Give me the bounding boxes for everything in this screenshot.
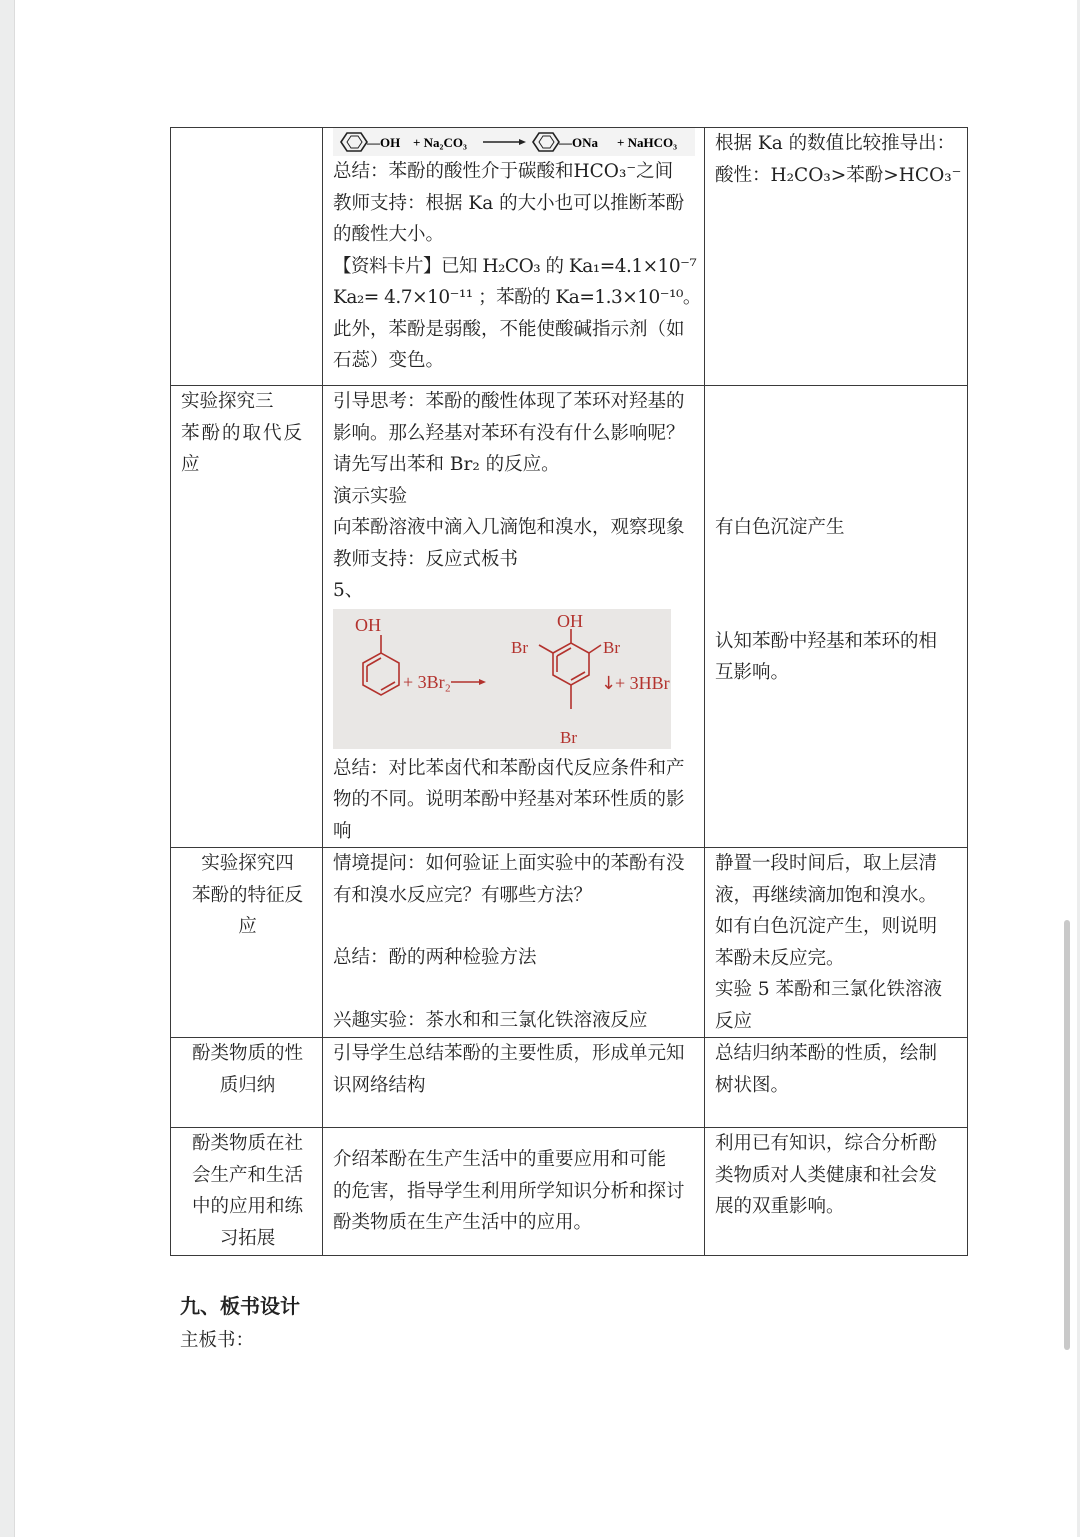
stage-label: 习拓展 <box>219 1227 276 1249</box>
phenol-sodium-carbonate-equation <box>333 128 695 156</box>
table-row <box>171 386 968 848</box>
eq2-br-bottom: Br <box>560 727 577 747</box>
text-line: 的酸性大小。 <box>333 224 445 245</box>
phenol-bromination-equation <box>333 609 671 749</box>
lesson-plan-table <box>170 127 968 1256</box>
stage-label: 应 <box>181 454 200 475</box>
eq1-reagent: + Na₂CO₃ <box>413 135 467 150</box>
stage-cell <box>171 386 323 848</box>
eq2-byproduct: + 3HBr <box>615 672 670 693</box>
text-line: 引导思考：苯酚的酸性体现了苯环对羟基的 <box>333 391 685 412</box>
text-line: 苯酚未反应完。 <box>715 947 845 969</box>
text-line: 识网络结构 <box>333 1074 426 1096</box>
eq2-br-right: Br <box>603 637 620 657</box>
eq2-br-left: Br <box>511 637 528 657</box>
text-line: 石蕊）变色。 <box>333 350 445 371</box>
vertical-scrollbar[interactable] <box>1064 920 1070 1350</box>
student-activity-cell <box>705 1128 968 1256</box>
table-row <box>171 1038 968 1128</box>
text-line: 根据 Ka 的数值比较推导出： <box>715 133 956 154</box>
stage-label: 应 <box>238 916 257 937</box>
text-line: 【资料卡片】已知 H₂CO₃ 的 Ka₁=4.1×10⁻⁷ <box>333 255 697 277</box>
stage-label: 苯酚的特征反 <box>191 884 303 906</box>
text-line: 影响。那么羟基对苯环有没有什么影响呢？ <box>333 422 685 444</box>
stage-label: 酚类物质的性 <box>191 1043 303 1064</box>
table-row <box>171 848 968 1038</box>
text-line: 有白色沉淀产生 <box>715 517 845 538</box>
text-line: 情境提问：如何验证上面实验中的苯酚有没 <box>333 853 685 874</box>
text-line: 物的不同。说明苯酚中羟基对苯环性质的影 <box>333 789 685 810</box>
text-line: 展的双重影响。 <box>715 1196 845 1217</box>
text-line: 反应 <box>715 1010 753 1032</box>
section-subheading: 主板书： <box>180 1330 255 1351</box>
stage-cell <box>171 848 323 1038</box>
teacher-activity-cell <box>323 128 705 386</box>
text-line: 如有白色沉淀产生，则说明 <box>715 916 938 937</box>
teacher-activity-cell <box>323 848 705 1038</box>
student-activity-cell <box>705 386 968 848</box>
teacher-activity-cell <box>323 1128 705 1256</box>
stage-label: 苯酚的取代反 <box>181 422 305 444</box>
table-row <box>171 1128 968 1256</box>
text-line: 引导学生总结苯酚的主要性质，形成单元知 <box>333 1043 685 1064</box>
text-line: 响 <box>333 820 352 842</box>
student-activity-cell <box>705 1038 968 1128</box>
text-line: 互影响。 <box>715 662 790 683</box>
section-heading: 九、板书设计 <box>180 1294 300 1318</box>
text-line: 的危害，指导学生利用所学知识分析和探讨 <box>333 1180 685 1202</box>
text-line: 请先写出苯和 Br₂ 的反应。 <box>333 454 560 475</box>
teacher-activity-cell <box>323 1038 705 1128</box>
text-line: Ka₂= 4.7×10⁻¹¹ ；苯酚的 Ka=1.3×10⁻¹⁰。 <box>333 287 701 308</box>
stage-label: 中的应用和练 <box>191 1196 303 1217</box>
svg-text:OH: OH <box>557 610 583 631</box>
stage-cell <box>171 1038 323 1128</box>
text-line: 介绍苯酚在生产生活中的重要应用和可能 <box>333 1149 667 1171</box>
text-line: 总结：酚的两种检验方法 <box>333 947 537 968</box>
text-line: 树状图。 <box>715 1074 790 1096</box>
eq2-reagent: + 3Br₂ <box>403 671 451 692</box>
text-line: 向苯酚溶液中滴入几滴饱和溴水，观察现象 <box>333 517 685 538</box>
eq1-byproduct: + NaHCO₃ <box>617 135 678 150</box>
text-line: 总结：苯酚的酸性介于碳酸和HCO₃⁻之间 <box>333 161 674 182</box>
eq2-precipitate-arrow: ↓ <box>601 672 617 694</box>
text-line: 类物质对人类健康和社会发 <box>715 1164 938 1186</box>
student-activity-cell <box>705 848 968 1038</box>
teacher-activity-cell <box>323 386 705 848</box>
text-line: 总结：对比苯卤代和苯酚卤代反应条件和产 <box>333 757 685 779</box>
text-line: 兴趣实验：茶水和和三氯化铁溶液反应 <box>333 1009 648 1031</box>
text-line: 教师支持：反应式板书 <box>333 548 519 570</box>
student-activity-cell <box>705 128 968 386</box>
stage-label: 质归纳 <box>219 1074 276 1096</box>
eq2-oh: OH <box>355 614 381 635</box>
stage-label: 实验探究四 <box>201 853 294 874</box>
text-line: 总结归纳苯酚的性质，绘制 <box>715 1043 938 1064</box>
stage-label: 酚类物质在社 <box>191 1133 303 1154</box>
text-line: 利用已有知识，综合分析酚 <box>715 1133 938 1154</box>
text-line: 液，再继续滴加饱和溴水。 <box>715 884 938 906</box>
eq1-product: —ONa <box>559 135 598 150</box>
text-line: 5、 <box>333 580 364 601</box>
stage-cell <box>171 1128 323 1256</box>
text-line: 酚类物质在生产生活中的应用。 <box>333 1212 593 1234</box>
text-line: 静置一段时间后，取上层清 <box>715 853 938 874</box>
text-line: 演示实验 <box>333 485 408 507</box>
text-line: 教师支持：根据 Ka 的大小也可以推断苯酚 <box>333 192 685 214</box>
text-line: 实验 5 苯酚和三氯化铁溶液 <box>715 979 943 1000</box>
table-row <box>171 128 968 386</box>
stage-label: 实验探究三 <box>181 391 274 412</box>
text-line: 有和溴水反应完？有哪些方法？ <box>333 884 593 906</box>
text-line: 酸性：H₂CO₃>苯酚>HCO₃⁻ <box>715 164 962 186</box>
stage-label: 会生产和生活 <box>191 1164 303 1186</box>
stage-cell <box>171 128 323 386</box>
text-line: 认知苯酚中羟基和苯环的相 <box>715 630 938 652</box>
eq1-left: —OH <box>367 135 401 150</box>
text-line: 此外，苯酚是弱酸，不能使酸碱指示剂（如 <box>333 318 685 340</box>
